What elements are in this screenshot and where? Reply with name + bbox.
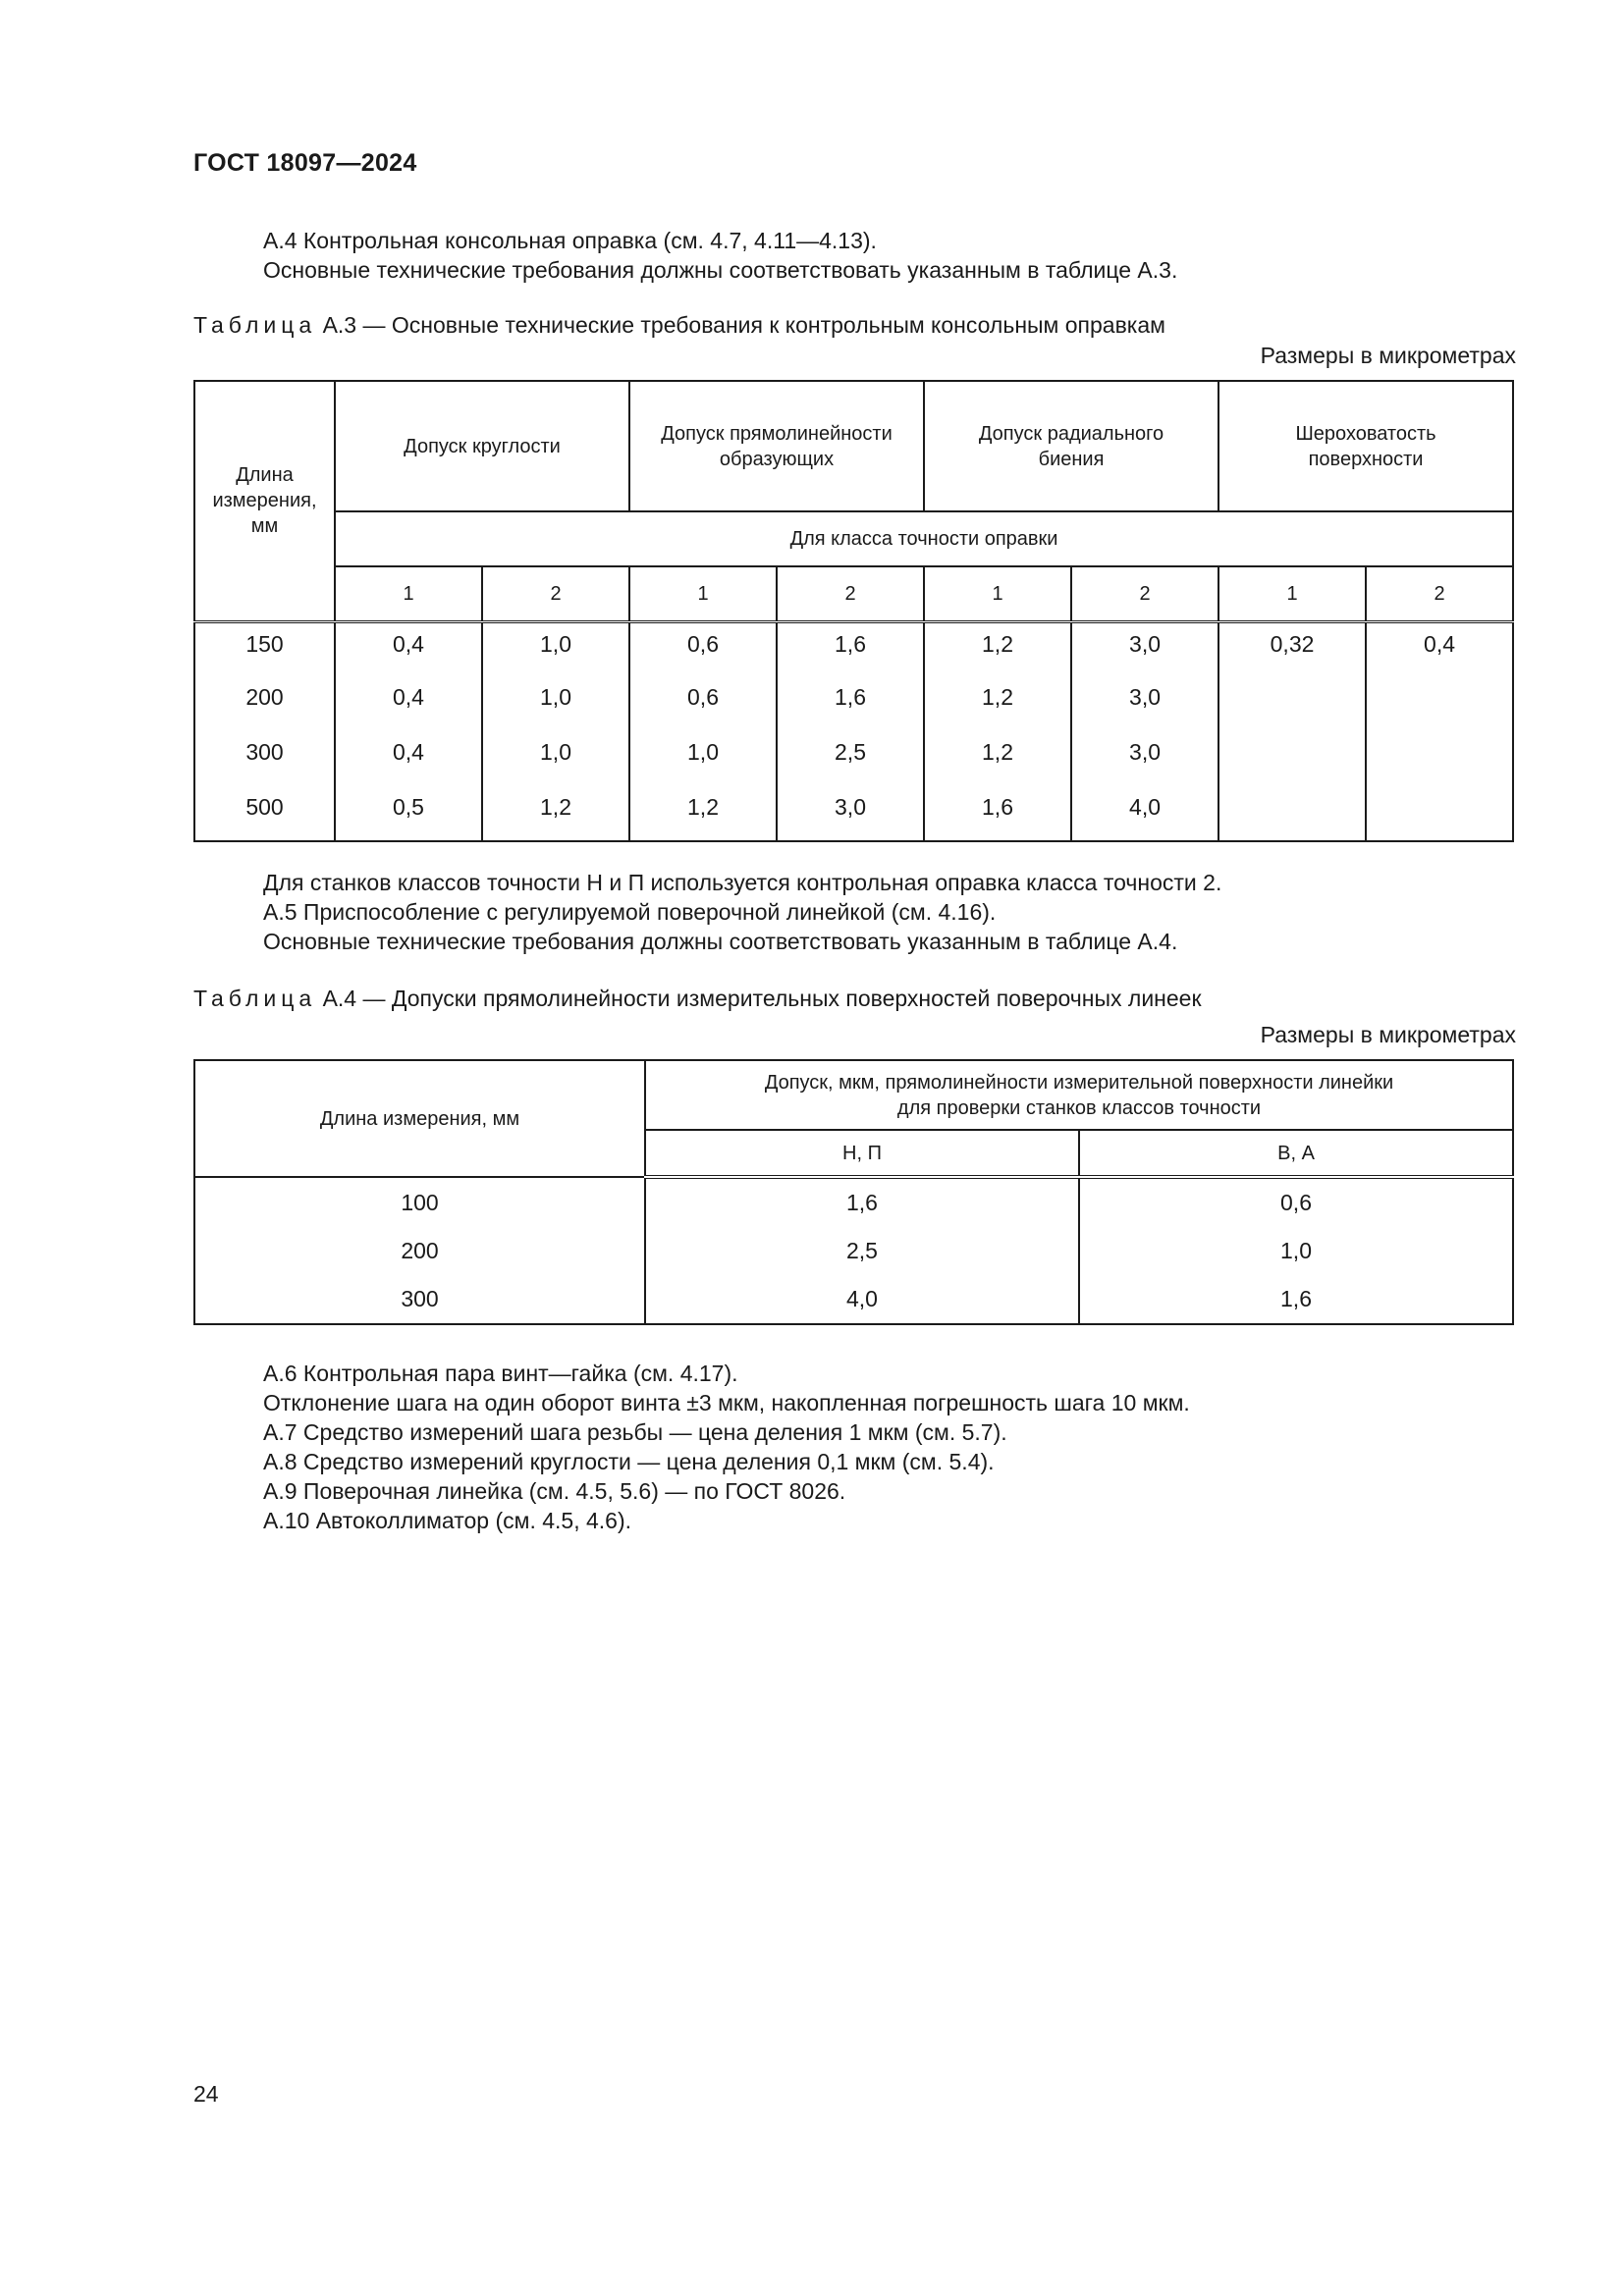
cell-length: 200 bbox=[194, 1227, 645, 1275]
class-cell: 2 bbox=[777, 566, 924, 621]
closing-text bbox=[263, 1359, 1190, 1535]
page-number: 24 bbox=[193, 2081, 219, 2107]
cell-value: 1,2 bbox=[924, 731, 1071, 786]
class-cell: 1 bbox=[924, 566, 1071, 621]
caption-word: Таблица bbox=[193, 312, 317, 338]
col-group-header: Допуск прямолинейности образующих bbox=[629, 381, 924, 511]
col-header-length: Длина измерения, мм bbox=[194, 381, 335, 621]
table-row bbox=[194, 1177, 1513, 1227]
col-header-length: Длина измерения, мм bbox=[194, 1060, 645, 1177]
caption-word: Таблица bbox=[193, 986, 317, 1011]
class-header: Для класса точности оправки bbox=[335, 511, 1513, 566]
cell-value: 1,6 bbox=[777, 621, 924, 676]
cell-value bbox=[1366, 731, 1513, 786]
text-line: А.6 Контрольная пара винт—гайка (см. 4.17). bbox=[263, 1361, 738, 1386]
caption-text: А.3 — Основные технические требования к контрольным консольным оправкам bbox=[322, 312, 1165, 338]
cell-length: 500 bbox=[194, 786, 335, 841]
cell-value: 1,0 bbox=[1079, 1227, 1513, 1275]
cell-value: 1,0 bbox=[482, 621, 629, 676]
table-row bbox=[194, 731, 1513, 786]
cell-value: 1,2 bbox=[924, 621, 1071, 676]
table-a3-caption bbox=[193, 312, 1165, 339]
cell-value: 1,6 bbox=[1079, 1275, 1513, 1324]
cell-value: 1,6 bbox=[924, 786, 1071, 841]
cell-value: 2,5 bbox=[777, 731, 924, 786]
text-line: А.10 Автоколлиматор (см. 4.5, 4.6). bbox=[263, 1508, 631, 1533]
class-cell: 1 bbox=[335, 566, 482, 621]
cell-value: 4,0 bbox=[1071, 786, 1218, 841]
class-cell: 2 bbox=[482, 566, 629, 621]
text-line: А.5 Приспособление с регулируемой поверочной линейкой (см. 4.16). bbox=[263, 899, 997, 925]
class-cell: 2 bbox=[1071, 566, 1218, 621]
cell-length: 300 bbox=[194, 1275, 645, 1324]
cell-value: 3,0 bbox=[777, 786, 924, 841]
text-line: Для станков классов точности Н и П используется контрольная оправка класса точности 2. bbox=[263, 870, 1222, 895]
table-a4-units: Размеры в микрометрах bbox=[1260, 1022, 1516, 1047]
table-row bbox=[194, 676, 1513, 731]
cell-value: 1,6 bbox=[777, 676, 924, 731]
caption-text: А.4 — Допуски прямолинейности измерительных поверхностей поверочных линеек bbox=[322, 986, 1202, 1011]
cell-value bbox=[1218, 676, 1366, 731]
cell-value: 1,6 bbox=[645, 1177, 1079, 1227]
cell-value: 0,6 bbox=[629, 676, 777, 731]
intro-text bbox=[263, 226, 1177, 285]
cell-length: 200 bbox=[194, 676, 335, 731]
cell-value: 4,0 bbox=[645, 1275, 1079, 1324]
cell-value: 1,2 bbox=[629, 786, 777, 841]
table-row bbox=[194, 1227, 1513, 1275]
class-cell: 1 bbox=[1218, 566, 1366, 621]
text-line: А.8 Средство измерений круглости — цена деления 0,1 мкм (см. 5.4). bbox=[263, 1449, 995, 1474]
text-line: Основные технические требования должны соответствовать указанным в таблице А.4. bbox=[263, 929, 1178, 954]
middle-text bbox=[263, 868, 1221, 956]
cell-value: 1,0 bbox=[482, 676, 629, 731]
group-header-line: Допуск, мкм, прямолинейности измерительной поверхности линейки bbox=[764, 1071, 1394, 1094]
table-a4-caption bbox=[193, 986, 1202, 1012]
cell-value bbox=[1218, 786, 1366, 841]
cell-value bbox=[1366, 786, 1513, 841]
class-cell: 2 bbox=[1366, 566, 1513, 621]
class-cell: Н, П bbox=[645, 1130, 1079, 1177]
table-a3-units: Размеры в микрометрах bbox=[1260, 343, 1516, 368]
text-line: Отклонение шага на один оборот винта ±3 мкм, накопленная погрешность шага 10 мкм. bbox=[263, 1390, 1190, 1415]
col-group-header: Шероховатость поверхности bbox=[1218, 381, 1513, 511]
text-line: А.9 Поверочная линейка (см. 4.5, 5.6) — по ГОСТ 8026. bbox=[263, 1478, 846, 1504]
text-line: А.7 Средство измерений шага резьбы — цена деления 1 мкм (см. 5.7). bbox=[263, 1419, 1007, 1445]
text-line: А.4 Контрольная консольная оправка (см. 4.7, 4.11—4.13). bbox=[263, 228, 877, 253]
cell-value: 0,5 bbox=[335, 786, 482, 841]
group-header-line: для проверки станков классов точности bbox=[896, 1096, 1262, 1119]
cell-length: 100 bbox=[194, 1177, 645, 1227]
table-row bbox=[194, 786, 1513, 841]
class-cell: В, А bbox=[1079, 1130, 1513, 1177]
cell-value: 3,0 bbox=[1071, 621, 1218, 676]
col-group-header: Допуск радиального биения bbox=[924, 381, 1218, 511]
cell-value: 0,32 bbox=[1218, 621, 1366, 676]
cell-value: 1,2 bbox=[482, 786, 629, 841]
table-a3 bbox=[193, 380, 1514, 842]
table-row bbox=[194, 621, 1513, 676]
cell-value: 3,0 bbox=[1071, 731, 1218, 786]
cell-length: 300 bbox=[194, 731, 335, 786]
cell-length: 150 bbox=[194, 621, 335, 676]
cell-value: 1,0 bbox=[482, 731, 629, 786]
class-cell: 1 bbox=[629, 566, 777, 621]
col-group-header: Допуск круглости bbox=[335, 381, 629, 511]
cell-value bbox=[1366, 676, 1513, 731]
cell-value: 0,6 bbox=[629, 621, 777, 676]
cell-value: 0,4 bbox=[335, 676, 482, 731]
table-row bbox=[194, 1275, 1513, 1324]
cell-value: 0,4 bbox=[1366, 621, 1513, 676]
cell-value: 0,4 bbox=[335, 731, 482, 786]
cell-value: 1,2 bbox=[924, 676, 1071, 731]
col-group-header bbox=[645, 1060, 1513, 1130]
document-header: ГОСТ 18097—2024 bbox=[193, 149, 417, 177]
cell-value bbox=[1218, 731, 1366, 786]
table-a4 bbox=[193, 1059, 1514, 1325]
text-line: Основные технические требования должны соответствовать указанным в таблице А.3. bbox=[263, 257, 1178, 283]
cell-value: 2,5 bbox=[645, 1227, 1079, 1275]
cell-value: 3,0 bbox=[1071, 676, 1218, 731]
cell-value: 1,0 bbox=[629, 731, 777, 786]
cell-value: 0,4 bbox=[335, 621, 482, 676]
cell-value: 0,6 bbox=[1079, 1177, 1513, 1227]
